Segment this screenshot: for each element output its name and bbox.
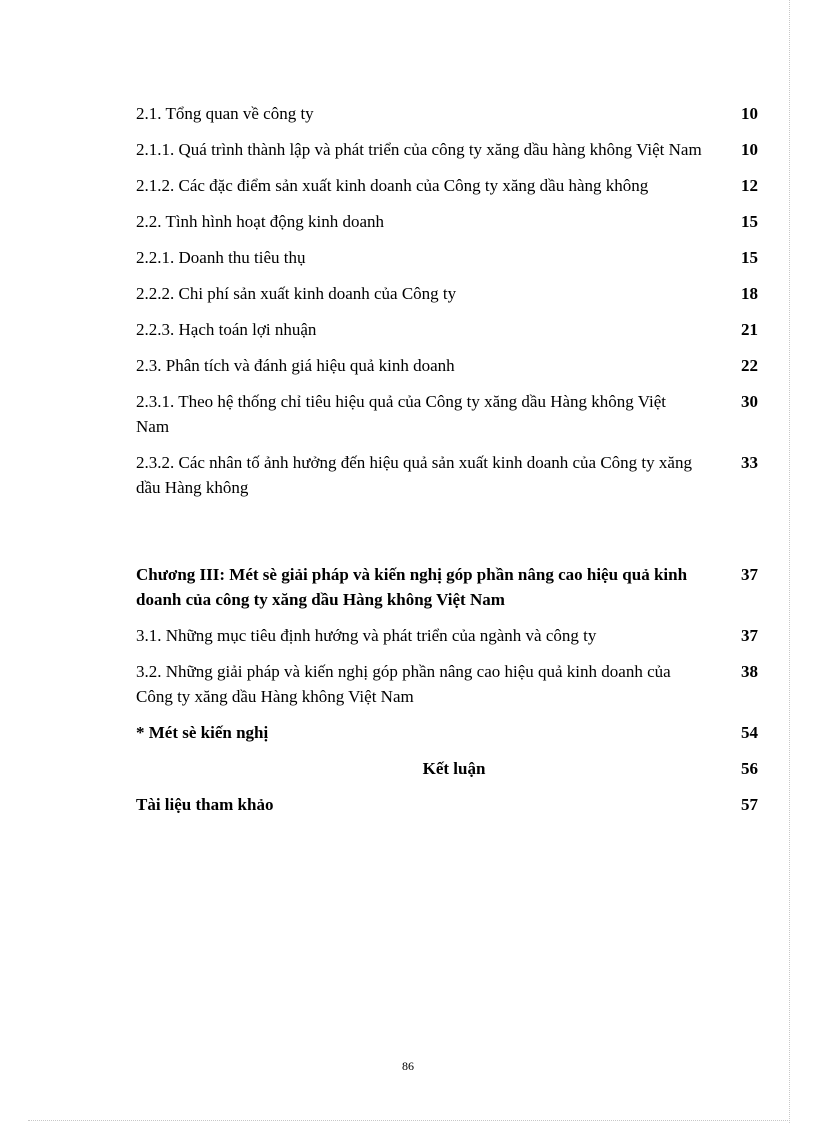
toc-entry (136, 450, 758, 500)
toc-entry-page: 18 (741, 284, 758, 303)
toc-entry-page: 37 (741, 565, 758, 584)
toc-entry (136, 137, 758, 162)
toc-entry-title: 2.3.2. Các nhân tố ảnh hưởng đến hiệu quả sản xuất kinh doanh của Công ty xăng dầu Hàng không (136, 453, 692, 497)
toc-entry-page: 33 (741, 453, 758, 472)
page-number: 86 (402, 1059, 414, 1073)
toc-entry (136, 623, 758, 648)
toc-entry-page: 54 (741, 723, 758, 742)
toc-chapter-entry (136, 562, 758, 612)
table-of-contents (136, 101, 758, 817)
toc-entry (136, 245, 758, 270)
toc-entry (136, 353, 758, 378)
toc-entry-title: 3.1. Những mục tiêu định hướng và phát triển của ngành và công ty (136, 626, 597, 645)
toc-entry-page: 37 (741, 626, 758, 645)
toc-entry-page: 21 (741, 320, 758, 339)
toc-entry (136, 659, 758, 709)
toc-entry-page: 10 (741, 104, 758, 123)
toc-entry-page: 38 (741, 662, 758, 681)
toc-entry-title: 2.3. Phân tích và đánh giá hiệu quả kinh doanh (136, 356, 455, 375)
toc-entry (136, 281, 758, 306)
toc-entry (136, 209, 758, 234)
toc-entry-title: Chương III: Mét sè giải pháp và kiến nghị góp phần nâng cao hiệu quả kinh doanh của công ty xăng dầu Hàng không Việt Nam (136, 565, 688, 609)
toc-entry-title: Kết luận (422, 759, 486, 778)
toc-entry-title: 2.1.2. Các đặc điểm sản xuất kinh doanh của Công ty xăng dầu hàng không (136, 176, 649, 195)
toc-entry-title: * Mét sè kiến nghị (136, 723, 269, 742)
toc-entry (136, 792, 758, 817)
toc-entry (136, 720, 758, 745)
toc-entry-page: 10 (741, 140, 758, 159)
toc-entry-page: 15 (741, 212, 758, 231)
toc-entry-title: 2.2.2. Chi phí sản xuất kinh doanh của Công ty (136, 284, 457, 303)
toc-entry (136, 756, 758, 781)
toc-entry (136, 389, 758, 439)
toc-entry-page: 30 (741, 392, 758, 411)
toc-entry-title: 2.2.1. Doanh thu tiêu thụ (136, 248, 306, 267)
toc-entry-title: 3.2. Những giải pháp và kiến nghị góp phần nâng cao hiệu quả kinh doanh của Công ty xăng dầu Hàng không Việt Nam (136, 662, 671, 706)
toc-entry-title: Tài liệu tham khảo (136, 795, 274, 814)
toc-entry-title: 2.1.1. Quá trình thành lập và phát triển của công ty xăng dầu hàng không Việt Nam (136, 140, 702, 159)
toc-entry (136, 173, 758, 198)
toc-entry-page: 56 (741, 759, 758, 778)
page-border-bottom (28, 1120, 788, 1121)
toc-entry-title: 2.2. Tình hình hoạt động kinh doanh (136, 212, 385, 231)
toc-entry-page: 22 (741, 356, 758, 375)
toc-entry (136, 101, 758, 126)
toc-entry (136, 317, 758, 342)
page-border-right (789, 0, 790, 1123)
toc-entry-title: 2.2.3. Hạch toán lợi nhuận (136, 320, 317, 339)
toc-entry-page: 15 (741, 248, 758, 267)
toc-entry-title: 2.3.1. Theo hệ thống chỉ tiêu hiệu quả của Công ty xăng dầu Hàng không Việt Nam (136, 392, 666, 436)
toc-entry-title: 2.1. Tổng quan về công ty (136, 104, 314, 123)
toc-entry-page: 57 (741, 795, 758, 814)
toc-entry-page: 12 (741, 176, 758, 195)
